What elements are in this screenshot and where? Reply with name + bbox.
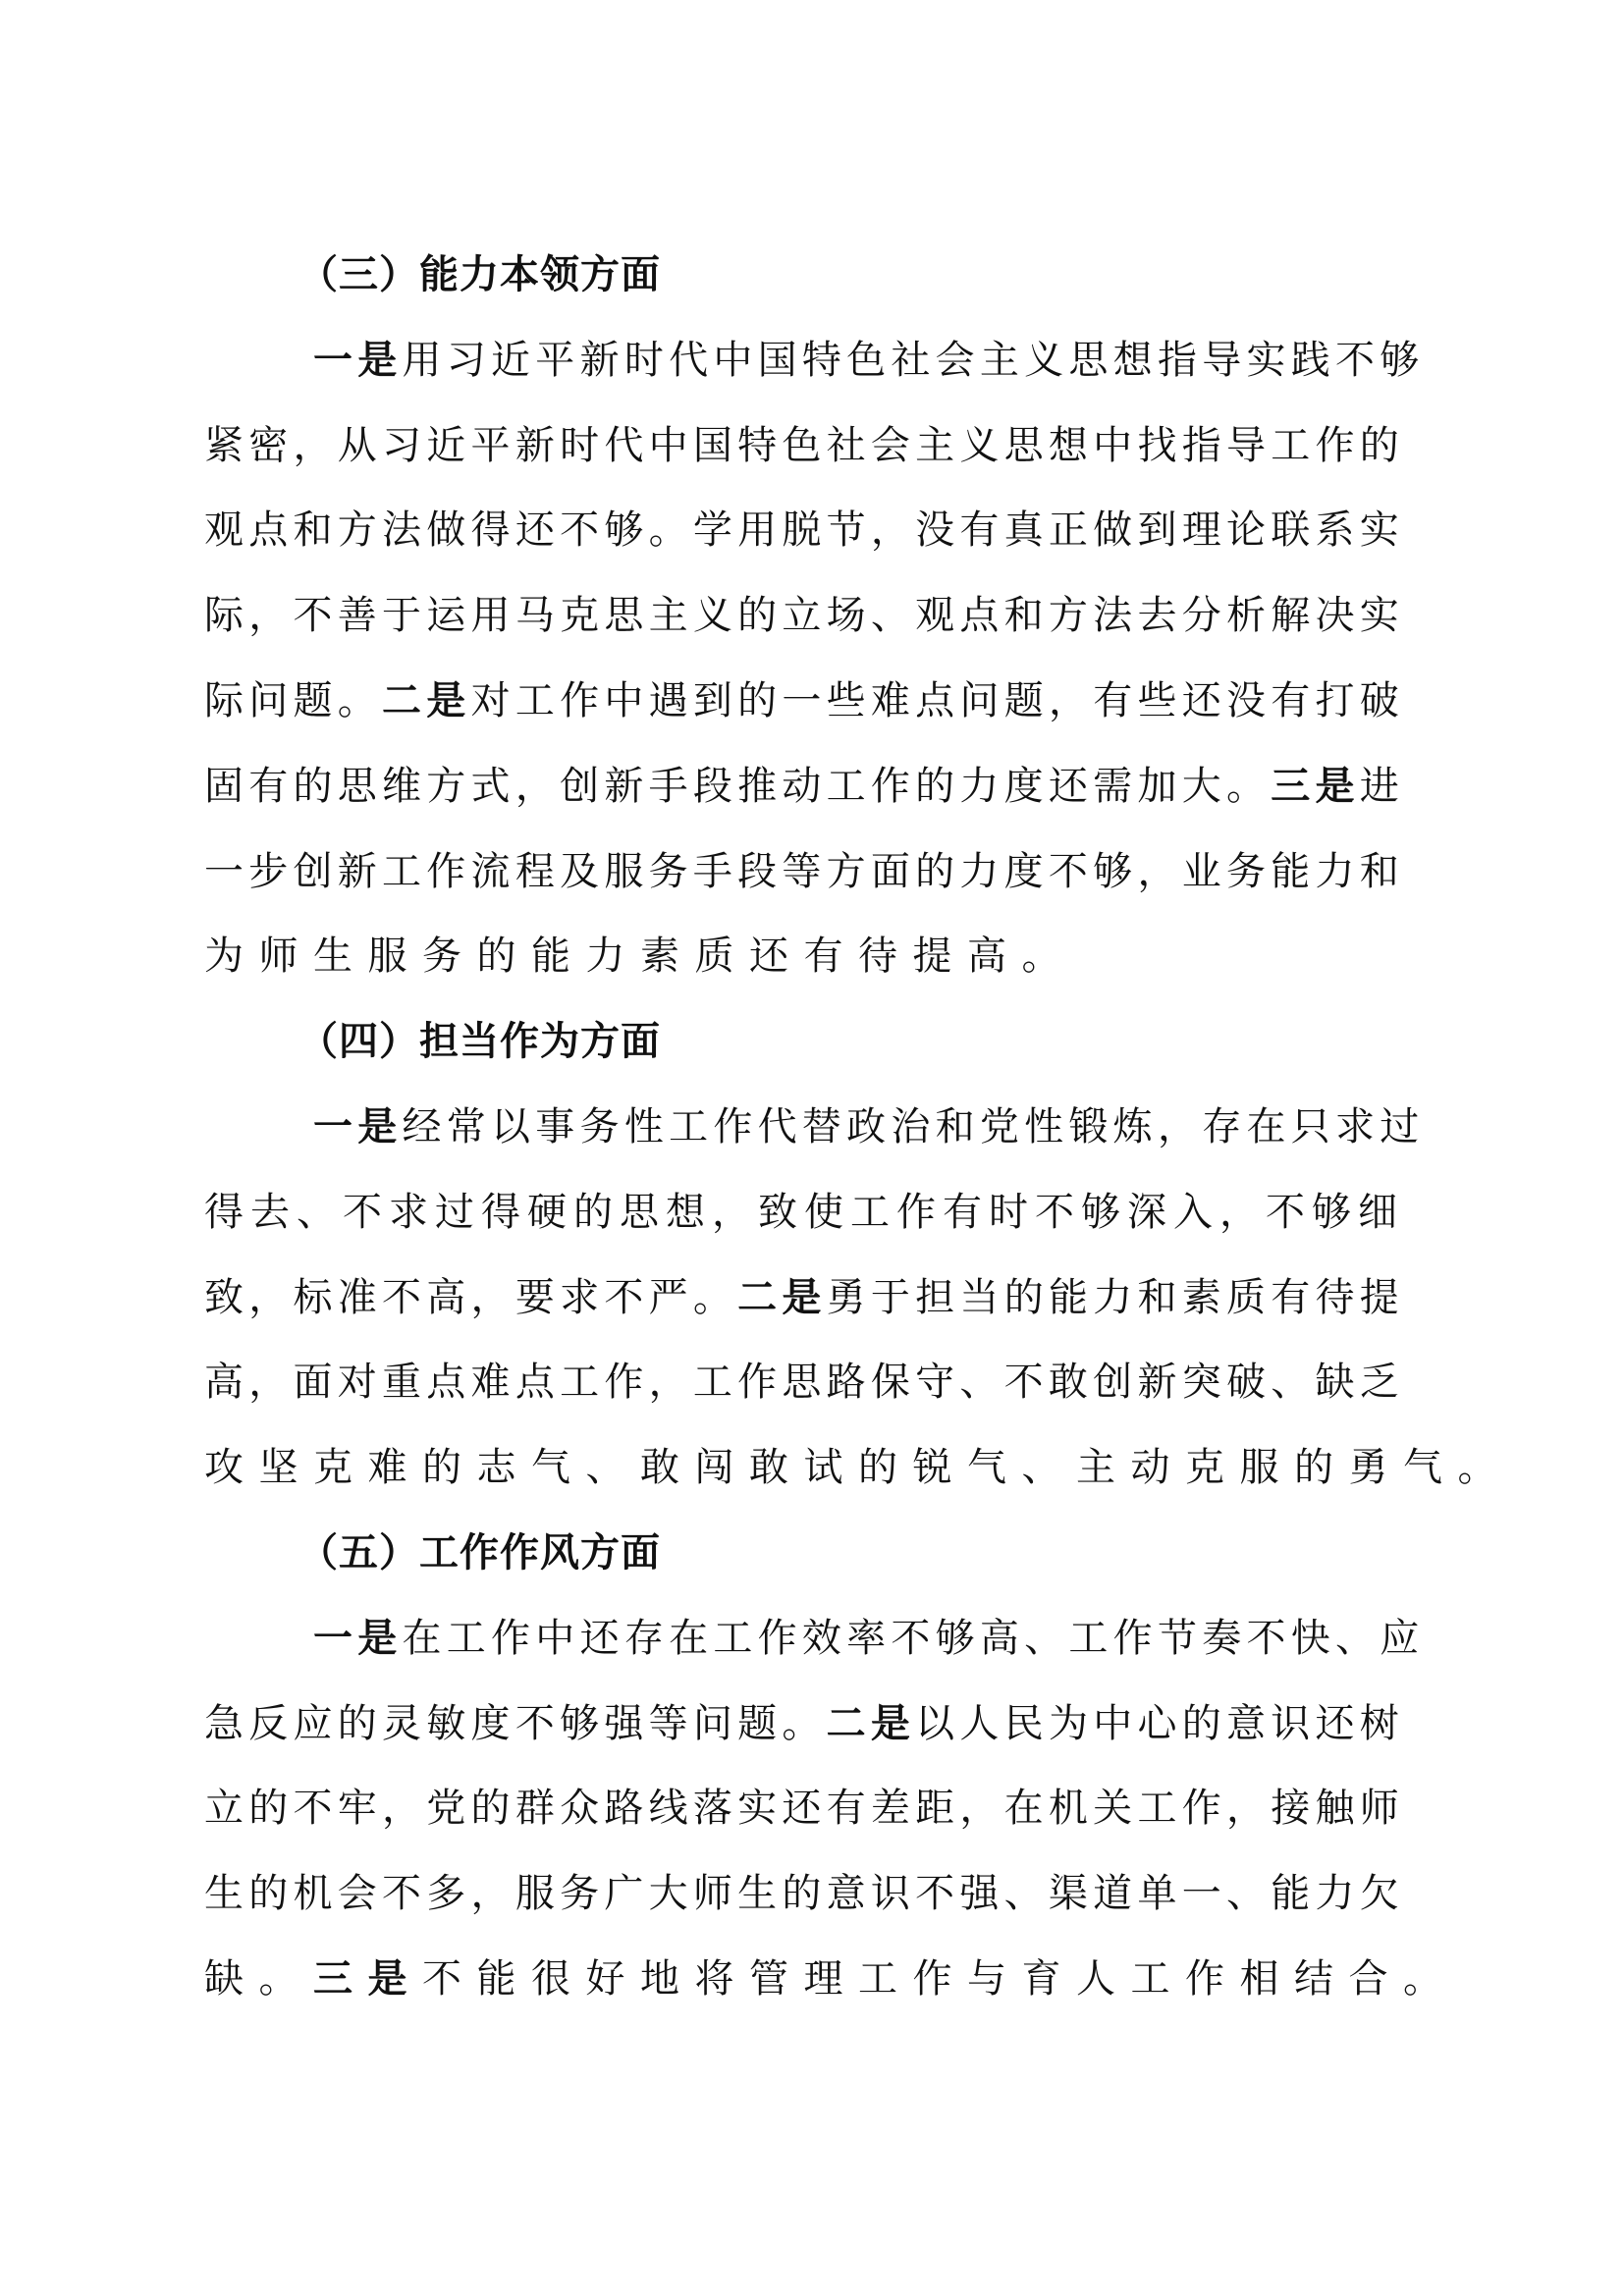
line-text: 固有的思维方式，创新手段推动工作的力度还需加大。 [204, 763, 1272, 809]
line-text: 一步创新工作流程及服务手段等方面的力度不够，业务能力和 [204, 848, 1404, 894]
line-text: 际问题。 [204, 677, 383, 723]
paragraph-line [204, 1255, 1404, 1341]
section-heading: （三）能力本领方面 [298, 251, 661, 297]
point-marker: 三是 [313, 1954, 422, 2002]
line-text: 际，不善于运用马克思主义的立场、观点和方法去分析解决实 [204, 593, 1404, 639]
paragraph-line [204, 1937, 1458, 2022]
paragraph-line [204, 1170, 1404, 1255]
line-text: 在工作中还存在工作效率不够高、工作节奏不快、应 [402, 1615, 1425, 1661]
point-marker: 一是 [313, 1614, 403, 1661]
point-marker: 一是 [313, 1102, 403, 1149]
paragraph-line [204, 1425, 1512, 1511]
paragraph-line [204, 1682, 1404, 1767]
line-text: 对工作中遇到的一些难点问题，有些还没有打破 [470, 677, 1405, 723]
paragraph-line [204, 488, 1404, 573]
section-heading: （四）担当作为方面 [298, 1018, 661, 1065]
line-text: 紧密，从习近平新时代中国特色社会主义思想中找指导工作的 [204, 422, 1404, 468]
line-text: 经常以事务性工作代替政治和党性锻炼，存在只求过 [402, 1103, 1425, 1149]
line-text: 勇于担当的能力和素质有待提 [826, 1274, 1405, 1320]
line-text: 致，标准不高，要求不严。 [204, 1274, 738, 1320]
point-marker: 二是 [826, 1699, 916, 1746]
point-marker: 一是 [313, 336, 403, 383]
line-text: 高，面对重点难点工作，工作思路保守、不敢创新突破、缺乏 [204, 1360, 1404, 1406]
paragraph-line [204, 403, 1404, 489]
paragraph-line [204, 659, 1404, 744]
line-text: 急反应的灵敏度不够强等问题。 [204, 1700, 827, 1746]
line-text: 生的机会不多，服务广大师生的意识不强、渠道单一、能力欠 [204, 1871, 1404, 1917]
paragraph-line [204, 829, 1404, 915]
line-text: 进 [1359, 763, 1405, 809]
document-page [204, 233, 1512, 2022]
paragraph-line [204, 1766, 1404, 1851]
line-text: 缺。 [204, 1955, 313, 2002]
point-marker: 二是 [382, 676, 471, 723]
paragraph-line [204, 318, 1425, 403]
paragraph-line [204, 1851, 1404, 1937]
point-marker: 三是 [1271, 762, 1360, 809]
line-text: 观点和方法做得还不够。学用脱节，没有真正做到理论联系实 [204, 507, 1404, 554]
line-text: 为师生服务的能力素质还有待提高。 [204, 934, 1076, 980]
paragraph-line [204, 1340, 1404, 1425]
section-responsibility [204, 999, 1512, 1511]
paragraph-line [204, 573, 1404, 659]
section-work-style [204, 1511, 1458, 2022]
line-text: 不能很好地将管理工作与育人工作相结合。 [422, 1955, 1458, 2002]
paragraph-line [204, 1085, 1425, 1170]
section-heading: （五）工作作风方面 [298, 1528, 661, 1575]
paragraph-line [204, 744, 1404, 829]
line-text: 攻坚克难的志气、敢闯敢试的锐气、主动克服的勇气。 [204, 1445, 1512, 1491]
line-text: 得去、不求过得硬的思想，致使工作有时不够深入，不够细 [204, 1189, 1404, 1235]
line-text: 用习近平新时代中国特色社会主义思想指导实践不够 [402, 337, 1425, 383]
section-ability [204, 233, 1425, 999]
paragraph-line [204, 1596, 1425, 1682]
point-marker: 二是 [737, 1273, 827, 1320]
line-text: 以人民为中心的意识还树 [915, 1700, 1405, 1746]
line-text: 立的不牢，党的群众路线落实还有差距，在机关工作，接触师 [204, 1786, 1404, 1832]
paragraph-line [204, 914, 1404, 999]
